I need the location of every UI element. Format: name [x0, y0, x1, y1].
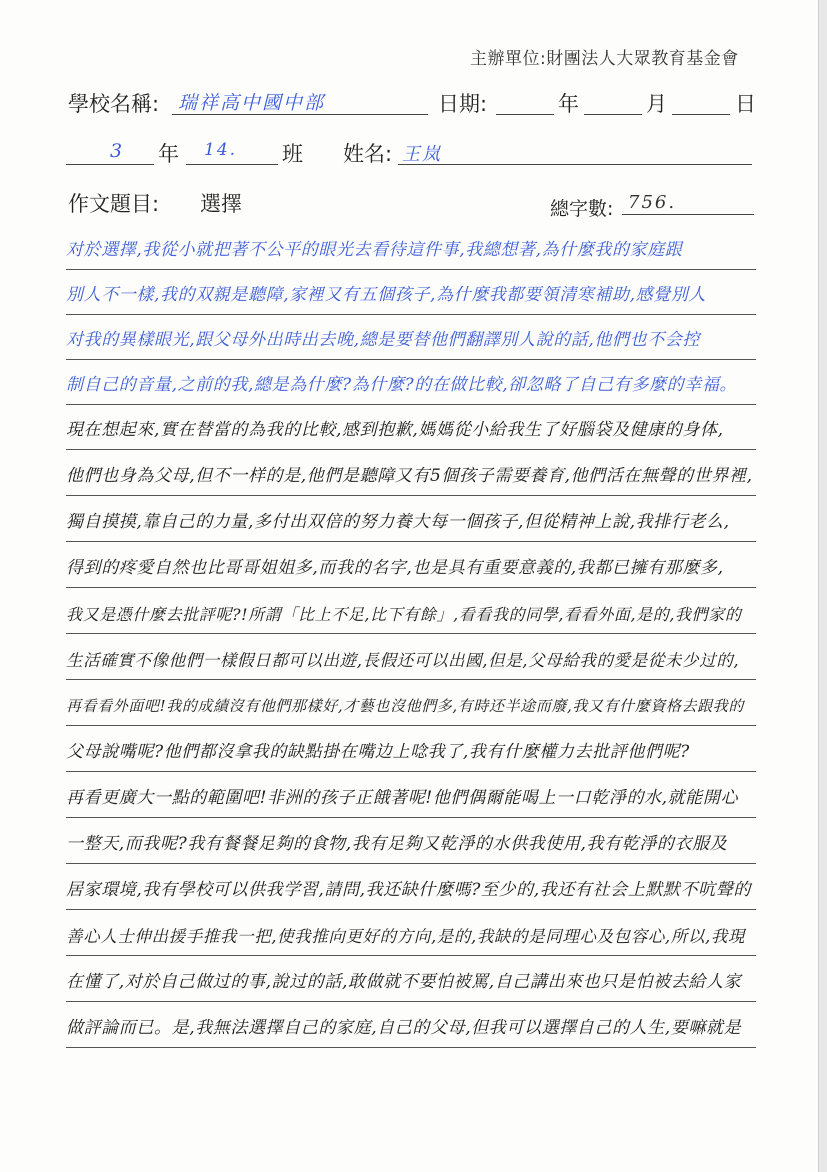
essay-line: 生活確實不像他們一樣假日都可以出遊,長假还可以出國,但是,父母給我的愛是從未少过的,	[66, 642, 756, 680]
date-month-line	[584, 114, 642, 115]
school-label: 學校名稱:	[68, 92, 160, 116]
organizer-text: 主辦單位:財團法人大眾教育基金會	[470, 49, 739, 69]
name-value: 王岚	[402, 144, 442, 165]
topic-value: 選擇	[200, 192, 242, 216]
essay-line: 他們也身為父母,但不一样的是,他們是聽障又有5個孩子需要養育,他們活在無聲的世界裡,	[66, 458, 756, 496]
grade-label: 年	[158, 142, 179, 166]
essay-line: 現在想起來,實在替當的為我的比較,感到抱歉,媽媽從小給我生了好腦袋及健康的身体,	[66, 412, 756, 450]
essay-line: 居家環境,我有學校可以供我学習,請問,我还缺什麼嗎?至少的,我还有社会上默默不吭聲的	[66, 872, 756, 910]
essay-line: 再看看外面吧!我的成績沒有他們那樣好,才藝也沒他們多,有時还半途而廢,我又有什麼資格去跟我的	[66, 688, 756, 726]
name-label: 姓名:	[343, 142, 393, 166]
grade-value: 3	[110, 140, 125, 162]
class-label: 班	[282, 142, 303, 166]
day-label: 日	[735, 92, 756, 116]
essay-line: 善心人士伸出援手推我一把,使我推向更好的方向,是的,我缺的是同理心及包容心,所以,我現	[66, 918, 756, 956]
essay-line: 父母說嘴呢?他們都沒拿我的缺點掛在嘴边上唸我了,我有什麼權力去批評他們呢?	[66, 734, 756, 772]
essay-line: 做評論而已。是,我無法選擇自己的家庭,自己的父母,但我可以選擇自己的人生,要嘛就是	[66, 1010, 756, 1048]
wordcount-value: 756.	[628, 192, 677, 213]
year-label: 年	[558, 92, 579, 116]
wordcount-label: 總字數:	[550, 198, 614, 220]
class-value: 14.	[204, 140, 238, 160]
topic-label: 作文題目:	[68, 192, 160, 216]
essay-line: 得到的疼愛自然也比哥哥姐姐多,而我的名字,也是具有重要意義的,我都已擁有那麼多,	[66, 550, 756, 588]
essay-line: 制自己的音量,之前的我,總是為什麼?為什麼?的在做比較,卻忽略了自己有多麼的幸福。	[66, 367, 756, 405]
essay-line: 对我的異樣眼光,跟父母外出時出去晚,總是要替他們翻譯別人說的話,他們也不会控	[66, 322, 756, 360]
essay-line: 別人不一樣,我的双親是聽障,家裡又有五個孩子,為什麼我都要領清寒補助,感覺別人	[66, 277, 756, 315]
essay-line: 在懂了,对於自己做过的事,說过的話,敢做就不要怕被罵,自己講出來也只是怕被去給人家	[66, 964, 756, 1002]
class-field-line	[186, 164, 278, 165]
essay-line: 再看更廣大一點的範圍吧!非洲的孩子正餓著呢!他們偶爾能喝上一口乾淨的水,就能開心	[66, 780, 756, 818]
grade-field-line	[66, 164, 154, 165]
name-field-line	[398, 164, 752, 165]
date-day-line	[672, 114, 730, 115]
essay-line: 对於選擇,我從小就把著不公平的眼光去看待這件事,我總想著,為什麼我的家庭跟	[66, 232, 756, 270]
date-label: 日期:	[438, 92, 488, 116]
school-value: 瑞祥高中國中部	[178, 92, 326, 114]
month-label: 月	[646, 92, 667, 116]
scan-edge	[818, 0, 827, 1172]
essay-line: 我又是憑什麼去批評呢?!所謂「比上不足,比下有餘」,看看我的同學,看看外面,是的,我們家的	[66, 596, 756, 634]
wordcount-field-line	[622, 214, 754, 215]
date-year-line	[496, 114, 554, 115]
essay-line: 獨自摸摸,靠自己的力量,多付出双倍的努力養大每一個孩子,但從精神上說,我排行老么,	[66, 504, 756, 542]
essay-line: 一整天,而我呢?我有餐餐足夠的食物,我有足夠又乾淨的水供我使用,我有乾淨的衣服及	[66, 826, 756, 864]
